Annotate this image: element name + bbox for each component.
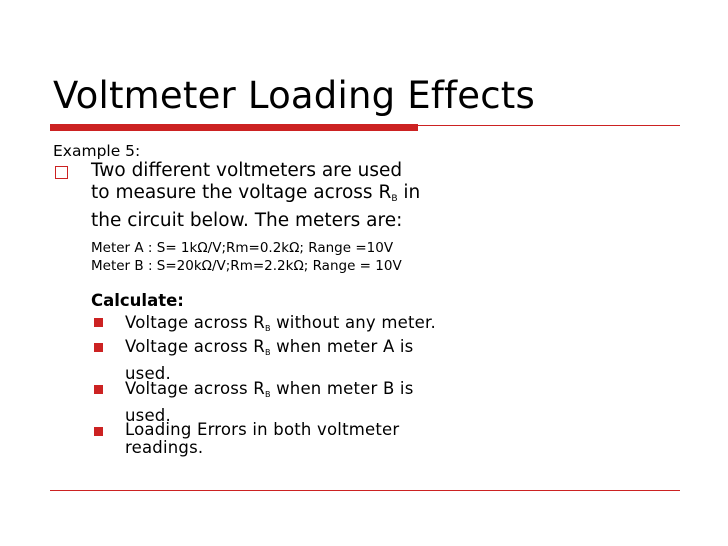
checkbox-bullet-icon — [55, 166, 68, 179]
main-bullet-subscript: B — [391, 193, 398, 204]
meter-a-spec: Meter A : S= 1kΩ/V;Rm=0.2kΩ; Range =10V — [91, 240, 394, 256]
meter-specs — [91, 240, 402, 275]
square-bullet-icon — [94, 385, 103, 394]
list-item: Loading Errors in both voltmeter readings. — [125, 420, 400, 457]
list-item: Voltage across $R_B$ when meter B is used. — [125, 379, 414, 425]
square-bullet-icon — [94, 343, 103, 352]
main-bullet-line-3: the circuit below. The meters are: — [91, 210, 403, 231]
main-bullet-line-2-pre: to measure the voltage across R — [91, 181, 392, 203]
main-bullet-text — [91, 160, 420, 232]
list-item: Voltage across $R_B$ without any meter. — [125, 313, 436, 333]
square-bullet-icon — [94, 318, 103, 327]
main-bullet-line-1: Two different voltmeters are used — [91, 160, 403, 181]
title-underline-thin — [418, 125, 680, 126]
meter-b-spec: Meter B : S=20kΩ/V;Rm=2.2kΩ; Range = 10V — [91, 257, 402, 274]
slide-title: Voltmeter Loading Effects — [53, 74, 535, 117]
example-label: Example 5: — [53, 142, 141, 160]
main-bullet-line-2 — [91, 182, 420, 211]
footer-rule — [50, 490, 680, 491]
list-item: Voltage across $R_B$ when meter A is used. — [125, 337, 414, 383]
main-bullet-line-2-post: in — [397, 181, 421, 203]
title-underline-thick — [50, 124, 418, 131]
calculate-heading: Calculate: — [91, 291, 184, 310]
square-bullet-icon — [94, 427, 103, 436]
